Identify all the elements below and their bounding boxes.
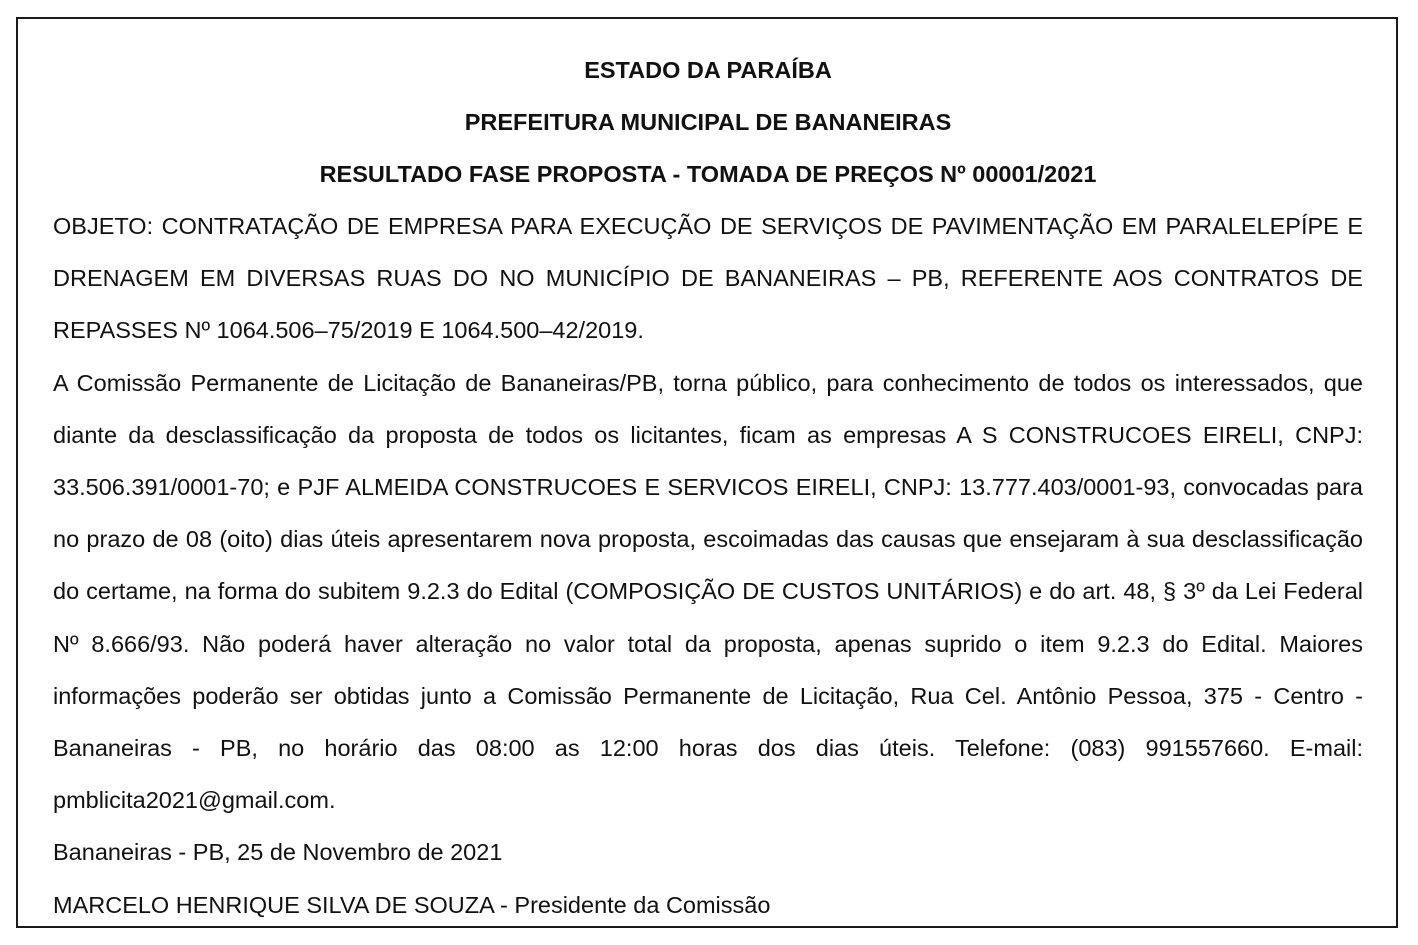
body-paragraph: A Comissão Permanente de Licitação de Bananeiras/PB, torna público, para conhecimento de todos os interessados, que diante da desclassificação da proposta de todos os licitantes, ficam as empresas A S CONSTRUCOES EIRELI, CNPJ: 33.506.391/0001-70; e PJF ALMEIDA CONSTRUCOES E SERVICOS EIRELI, CNPJ: 13.777.403/0001-93, convocadas para no prazo de 08 (oito) dias úteis apresentarem nova proposta, escoimadas das causas que ensejaram à sua desclassificação do certame, na forma do subitem 9.2.3 do Edital (COMPOSIÇÃO DE CUSTOS UNITÁRIOS) e do art. 48, § 3º da Lei Federal Nº 8.666/93. Não poderá haver alteração no valor total da proposta, apenas suprido o item 9.2.3 do Edital. Maiores informações poderão ser obtidas junto a Comissão Permanente de Licitação, Rua Cel. Antônio Pessoa, 375 - Centro - Bananeiras - PB, no horário das 08:00 as 12:00 horas dos dias úteis. Telefone: (083) 991557660. E-mail: pmblicita2021@gmail.com. bbox=[53, 369, 1363, 814]
document-title: RESULTADO FASE PROPOSTA - TOMADA DE PREÇOS Nº 00001/2021 bbox=[319, 161, 1097, 187]
document-content bbox=[53, 44, 1363, 931]
date-line: Bananeiras - PB, 25 de Novembro de 2021 bbox=[53, 839, 503, 866]
objeto-paragraph: OBJETO: CONTRATAÇÃO DE EMPRESA PARA EXECUÇÃO DE SERVIÇOS DE PAVIMENTAÇÃO EM PARALELEPÍPE E DRENAGEM EM DIVERSAS RUAS DO NO MUNICÍPIO DE BANANEIRAS – PB, REFERENTE AOS CONTRATOS DE REPASSES Nº 1064.506–75/2019 E 1064.500–42/2019. bbox=[53, 213, 1363, 344]
state-heading: ESTADO DA PARAÍBA bbox=[584, 57, 832, 83]
municipality-heading: PREFEITURA MUNICIPAL DE BANANEIRAS bbox=[464, 109, 952, 135]
signature-line: MARCELO HENRIQUE SILVA DE SOUZA - Presidente da Comissão bbox=[53, 891, 771, 918]
